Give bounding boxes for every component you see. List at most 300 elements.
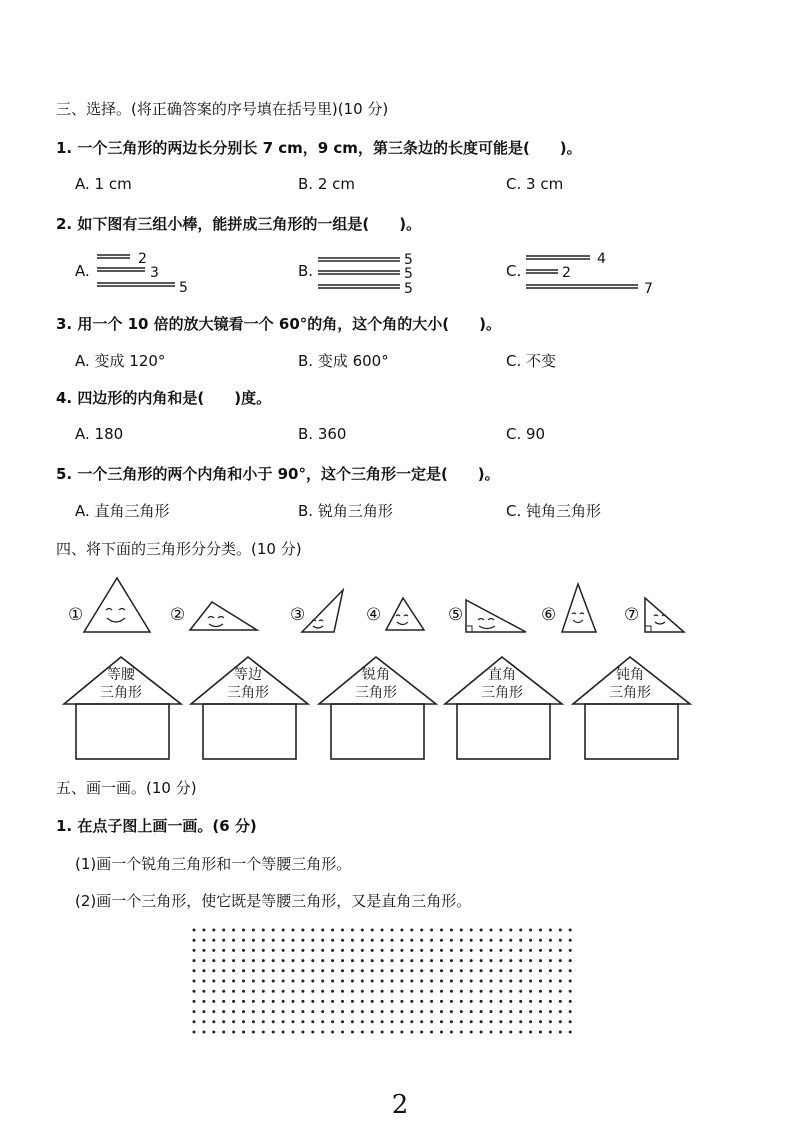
grid-dot [292,949,295,952]
grid-dot [460,1020,463,1023]
grid-dot [193,939,196,942]
section3-heading: 三、选择。(将正确答案的序号填在括号里)(10 分) [56,100,389,118]
house-1-label-line1: 等腰 [107,667,135,683]
grid-dot [460,959,463,962]
grid-dot [252,990,255,993]
stick-b1-length: 5 [404,252,413,268]
grid-dot [450,980,453,983]
grid-dot [470,1000,473,1003]
grid-dot [480,939,483,942]
grid-dot [341,980,344,983]
grid-dot [460,929,463,932]
stick-c3-length: 7 [644,281,653,297]
grid-dot [222,980,225,983]
grid-dot [301,929,304,932]
grid-dot [311,1010,314,1013]
grid-dot [222,959,225,962]
grid-dot [420,929,423,932]
grid-dot [529,1020,532,1023]
grid-dot [519,1000,522,1003]
grid-dot [499,1010,502,1013]
grid-dot [331,939,334,942]
grid-dot [450,949,453,952]
grid-dot [440,1000,443,1003]
grid-dot [529,1000,532,1003]
grid-dot [420,1031,423,1034]
grid-dot [549,949,552,952]
grid-dot [450,990,453,993]
grid-dot [371,1000,374,1003]
grid-dot [430,1020,433,1023]
grid-dot [252,929,255,932]
grid-dot [559,929,562,932]
grid-dot [549,980,552,983]
grid-dot [222,1000,225,1003]
grid-dot [391,1020,394,1023]
grid-dot [242,1010,245,1013]
grid-dot [351,1000,354,1003]
grid-dot [341,959,344,962]
grid-dot [490,990,493,993]
grid-dot [539,959,542,962]
grid-dot [480,1020,483,1023]
grid-dot [519,1020,522,1023]
grid-dot [371,1010,374,1013]
grid-dot [371,949,374,952]
grid-dot [262,1010,265,1013]
grid-dot [202,1010,205,1013]
grid-dot [381,1031,384,1034]
grid-dot [400,959,403,962]
grid-dot [381,939,384,942]
grid-dot [450,939,453,942]
triangle-number-7: ⑦ [624,605,640,625]
grid-dot [361,980,364,983]
grid-dot [430,949,433,952]
grid-dot [391,969,394,972]
grid-dot [222,969,225,972]
grid-dot [440,929,443,932]
grid-dot [292,990,295,993]
grid-dot [420,939,423,942]
grid-dot [529,929,532,932]
grid-dot [420,980,423,983]
q2-option-b-label: B. [298,262,314,280]
grid-dot [371,939,374,942]
grid-dot [301,980,304,983]
grid-dot [559,990,562,993]
q2-sticks-figure [0,0,800,300]
grid-dot [272,949,275,952]
grid-dot [559,1031,562,1034]
grid-dot [400,1031,403,1034]
grid-dot [470,969,473,972]
grid-dot [410,939,413,942]
grid-dot [480,1031,483,1034]
grid-dot [361,949,364,952]
grid-dot [212,959,215,962]
grid-dot [272,1000,275,1003]
q2-sticks-b [318,258,400,288]
grid-dot [559,980,562,983]
grid-dot [480,949,483,952]
grid-dot [193,1010,196,1013]
q4-option-c: C. 90 [506,425,546,443]
grid-dot [282,980,285,983]
grid-dot [311,939,314,942]
grid-dot [519,1031,522,1034]
grid-dot [321,990,324,993]
triangle-6-isosceles-icon [562,584,596,632]
house-3-label-line1: 锐角 [362,667,390,683]
grid-dot [569,939,572,942]
grid-dot [272,1010,275,1013]
grid-dot [341,990,344,993]
grid-dot [539,1000,542,1003]
grid-dot [460,949,463,952]
grid-dot [282,929,285,932]
grid-dot [509,939,512,942]
grid-dot [193,1020,196,1023]
grid-dot [193,1031,196,1034]
q2-stem: 2. 如下图有三组小棒，能拼成三角形的一组是( )。 [56,215,422,233]
grid-dot [341,1020,344,1023]
grid-dot [559,959,562,962]
grid-dot [509,949,512,952]
grid-dot [311,949,314,952]
stick-c2-length: 2 [562,265,571,281]
grid-dot [400,1010,403,1013]
grid-dot [391,949,394,952]
grid-dot [272,929,275,932]
house-3-box [331,704,424,759]
grid-dot [331,1010,334,1013]
grid-dot [529,969,532,972]
house-4-label-line2: 三角形 [481,685,523,701]
grid-dot [440,980,443,983]
section5-sub2: (2)画一个三角形，使它既是等腰三角形，又是直角三角形。 [75,892,472,910]
grid-dot [410,1020,413,1023]
grid-dot [381,990,384,993]
grid-dot [519,1010,522,1013]
grid-dot [252,1031,255,1034]
grid-dot [470,959,473,962]
triangle-number-6: ⑥ [541,605,557,625]
grid-dot [400,1000,403,1003]
grid-dot [529,939,532,942]
grid-dot [222,1031,225,1034]
grid-dot [400,939,403,942]
grid-dot [371,1020,374,1023]
grid-dot [301,969,304,972]
grid-dot [450,1031,453,1034]
grid-dot [242,1031,245,1034]
grid-dot [529,990,532,993]
grid-dot [331,1031,334,1034]
stick-b2-length: 5 [404,266,413,282]
triangle-number-4: ④ [366,605,382,625]
grid-dot [331,949,334,952]
grid-dot [519,969,522,972]
triangle-1-equilateral-icon [84,578,150,632]
stick-a3-length: 5 [179,280,188,296]
grid-dot [311,959,314,962]
grid-dot [420,969,423,972]
grid-dot [232,980,235,983]
grid-dot [232,929,235,932]
grid-dot [480,980,483,983]
grid-dot [212,1020,215,1023]
grid-dot [490,949,493,952]
grid-dot [232,1020,235,1023]
grid-dot [381,1010,384,1013]
grid-dot [519,959,522,962]
grid-dot [331,1000,334,1003]
grid-dot [470,1031,473,1034]
house-1-box [76,704,169,759]
grid-dot [321,959,324,962]
grid-dot [331,1020,334,1023]
grid-dot [559,949,562,952]
grid-dot [440,990,443,993]
grid-dot [529,949,532,952]
grid-dot [480,959,483,962]
grid-dot [361,1000,364,1003]
house-5-label-line2: 三角形 [609,685,651,701]
grid-dot [202,959,205,962]
grid-dot [410,990,413,993]
grid-dot [559,1000,562,1003]
grid-dot [569,929,572,932]
q2-sticks-a [97,255,175,286]
grid-dot [519,980,522,983]
grid-dot [361,969,364,972]
grid-dot [321,980,324,983]
grid-dot [202,1031,205,1034]
grid-dot [301,1010,304,1013]
q5-option-c: C. 钝角三角形 [506,502,602,520]
grid-dot [232,1000,235,1003]
q2-sticks-c [526,256,638,288]
grid-dot [212,939,215,942]
grid-dot [292,929,295,932]
grid-dot [331,959,334,962]
grid-dot [470,929,473,932]
grid-dot [252,959,255,962]
grid-dot [232,1031,235,1034]
grid-dot [242,1000,245,1003]
grid-dot [490,1000,493,1003]
grid-dot [193,969,196,972]
grid-dot [361,1010,364,1013]
grid-dot [301,1031,304,1034]
grid-dot [410,1010,413,1013]
grid-dot [282,1020,285,1023]
grid-dot [440,969,443,972]
grid-dot [311,969,314,972]
section5-q1: 1. 在点子图上画一画。(6 分) [56,817,257,835]
grid-dot [212,1000,215,1003]
grid-dot [341,929,344,932]
grid-dot [252,1020,255,1023]
grid-dot [331,929,334,932]
grid-dot [470,939,473,942]
grid-dot [480,1010,483,1013]
grid-dot [252,949,255,952]
grid-dot [212,980,215,983]
grid-dot [341,949,344,952]
grid-dot [222,1020,225,1023]
grid-dot [410,949,413,952]
grid-dot [193,980,196,983]
grid-dot [549,959,552,962]
grid-dot [410,959,413,962]
grid-dot [509,1020,512,1023]
grid-dot [381,980,384,983]
grid-dot [400,969,403,972]
grid-dot [430,969,433,972]
grid-dot [549,1031,552,1034]
grid-dot [440,1020,443,1023]
grid-dot [460,969,463,972]
stick-a2-length: 3 [150,265,159,281]
grid-dot [193,990,196,993]
grid-dot [232,969,235,972]
grid-dot [460,1000,463,1003]
grid-dot [282,969,285,972]
grid-dot [212,969,215,972]
grid-dot [569,1010,572,1013]
grid-dot [301,959,304,962]
page-number: 2 [391,1090,409,1120]
grid-dot [351,959,354,962]
grid-dot [420,1000,423,1003]
grid-dot [499,949,502,952]
grid-dot [391,929,394,932]
grid-dot [539,1031,542,1034]
grid-dot [202,969,205,972]
grid-dot [420,949,423,952]
q3-option-b: B. 变成 600° [298,352,389,370]
grid-dot [272,980,275,983]
house-5-label-line1: 钝角 [616,667,644,683]
grid-dot [450,1020,453,1023]
grid-dot [490,959,493,962]
grid-dot [509,929,512,932]
dot-grid[interactable] [190,926,580,1041]
grid-dot [569,959,572,962]
grid-dot [529,980,532,983]
grid-dot [430,1010,433,1013]
grid-dot [549,990,552,993]
q5-option-b: B. 锐角三角形 [298,502,393,520]
grid-dot [282,1000,285,1003]
grid-dot [262,949,265,952]
grid-dot [499,959,502,962]
grid-dot [252,1010,255,1013]
q2-option-a-label: A. [75,262,90,280]
grid-dot [420,1010,423,1013]
grid-dot [292,980,295,983]
grid-dot [480,990,483,993]
grid-dot [410,969,413,972]
grid-dot [242,959,245,962]
grid-dot [262,1031,265,1034]
grid-dot [301,990,304,993]
grid-dot [391,1000,394,1003]
grid-dot [212,990,215,993]
triangle-number-1: ① [68,605,84,625]
grid-dot [242,990,245,993]
grid-dot [252,980,255,983]
grid-dot [559,969,562,972]
grid-dot [381,969,384,972]
grid-dot [519,929,522,932]
grid-dot [410,929,413,932]
grid-dot [420,959,423,962]
grid-dot [292,1020,295,1023]
section5-heading: 五、画一画。(10 分) [56,779,197,797]
grid-dot [212,1010,215,1013]
grid-dot [430,1000,433,1003]
grid-dot [430,959,433,962]
grid-dot [262,959,265,962]
grid-dot [341,1000,344,1003]
q1-option-a: A. 1 cm [75,175,132,193]
grid-dot [311,929,314,932]
grid-dot [470,980,473,983]
grid-dot [351,980,354,983]
triangle-4-acute-icon [386,598,424,630]
grid-dot [341,1010,344,1013]
grid-dot [509,1031,512,1034]
grid-dot [262,969,265,972]
grid-dot [549,929,552,932]
grid-dot [202,949,205,952]
grid-dot [490,1031,493,1034]
section4-heading: 四、将下面的三角形分分类。(10 分) [56,540,302,558]
grid-dot [460,990,463,993]
grid-dot [193,959,196,962]
grid-dot [193,949,196,952]
grid-dot [341,969,344,972]
grid-dot [430,990,433,993]
q3-stem: 3. 用一个 10 倍的放大镜看一个 60°的角，这个角的大小( )。 [56,315,501,333]
q4-stem: 4. 四边形的内角和是( )度。 [56,389,272,407]
grid-dot [569,949,572,952]
grid-dot [331,980,334,983]
grid-dot [440,939,443,942]
grid-dot [222,929,225,932]
house-2-box [203,704,296,759]
grid-dot [490,969,493,972]
grid-dot [499,990,502,993]
grid-dot [410,1031,413,1034]
grid-dot [450,929,453,932]
grid-dot [529,1031,532,1034]
grid-dot [391,1010,394,1013]
grid-dot [391,1031,394,1034]
grid-dot [202,980,205,983]
grid-dot [569,980,572,983]
triangle-number-2: ② [170,605,186,625]
grid-dot [311,1031,314,1034]
grid-dot [499,969,502,972]
grid-dot [341,939,344,942]
grid-dot [569,1000,572,1003]
grid-dot [499,1000,502,1003]
grid-dot [480,969,483,972]
